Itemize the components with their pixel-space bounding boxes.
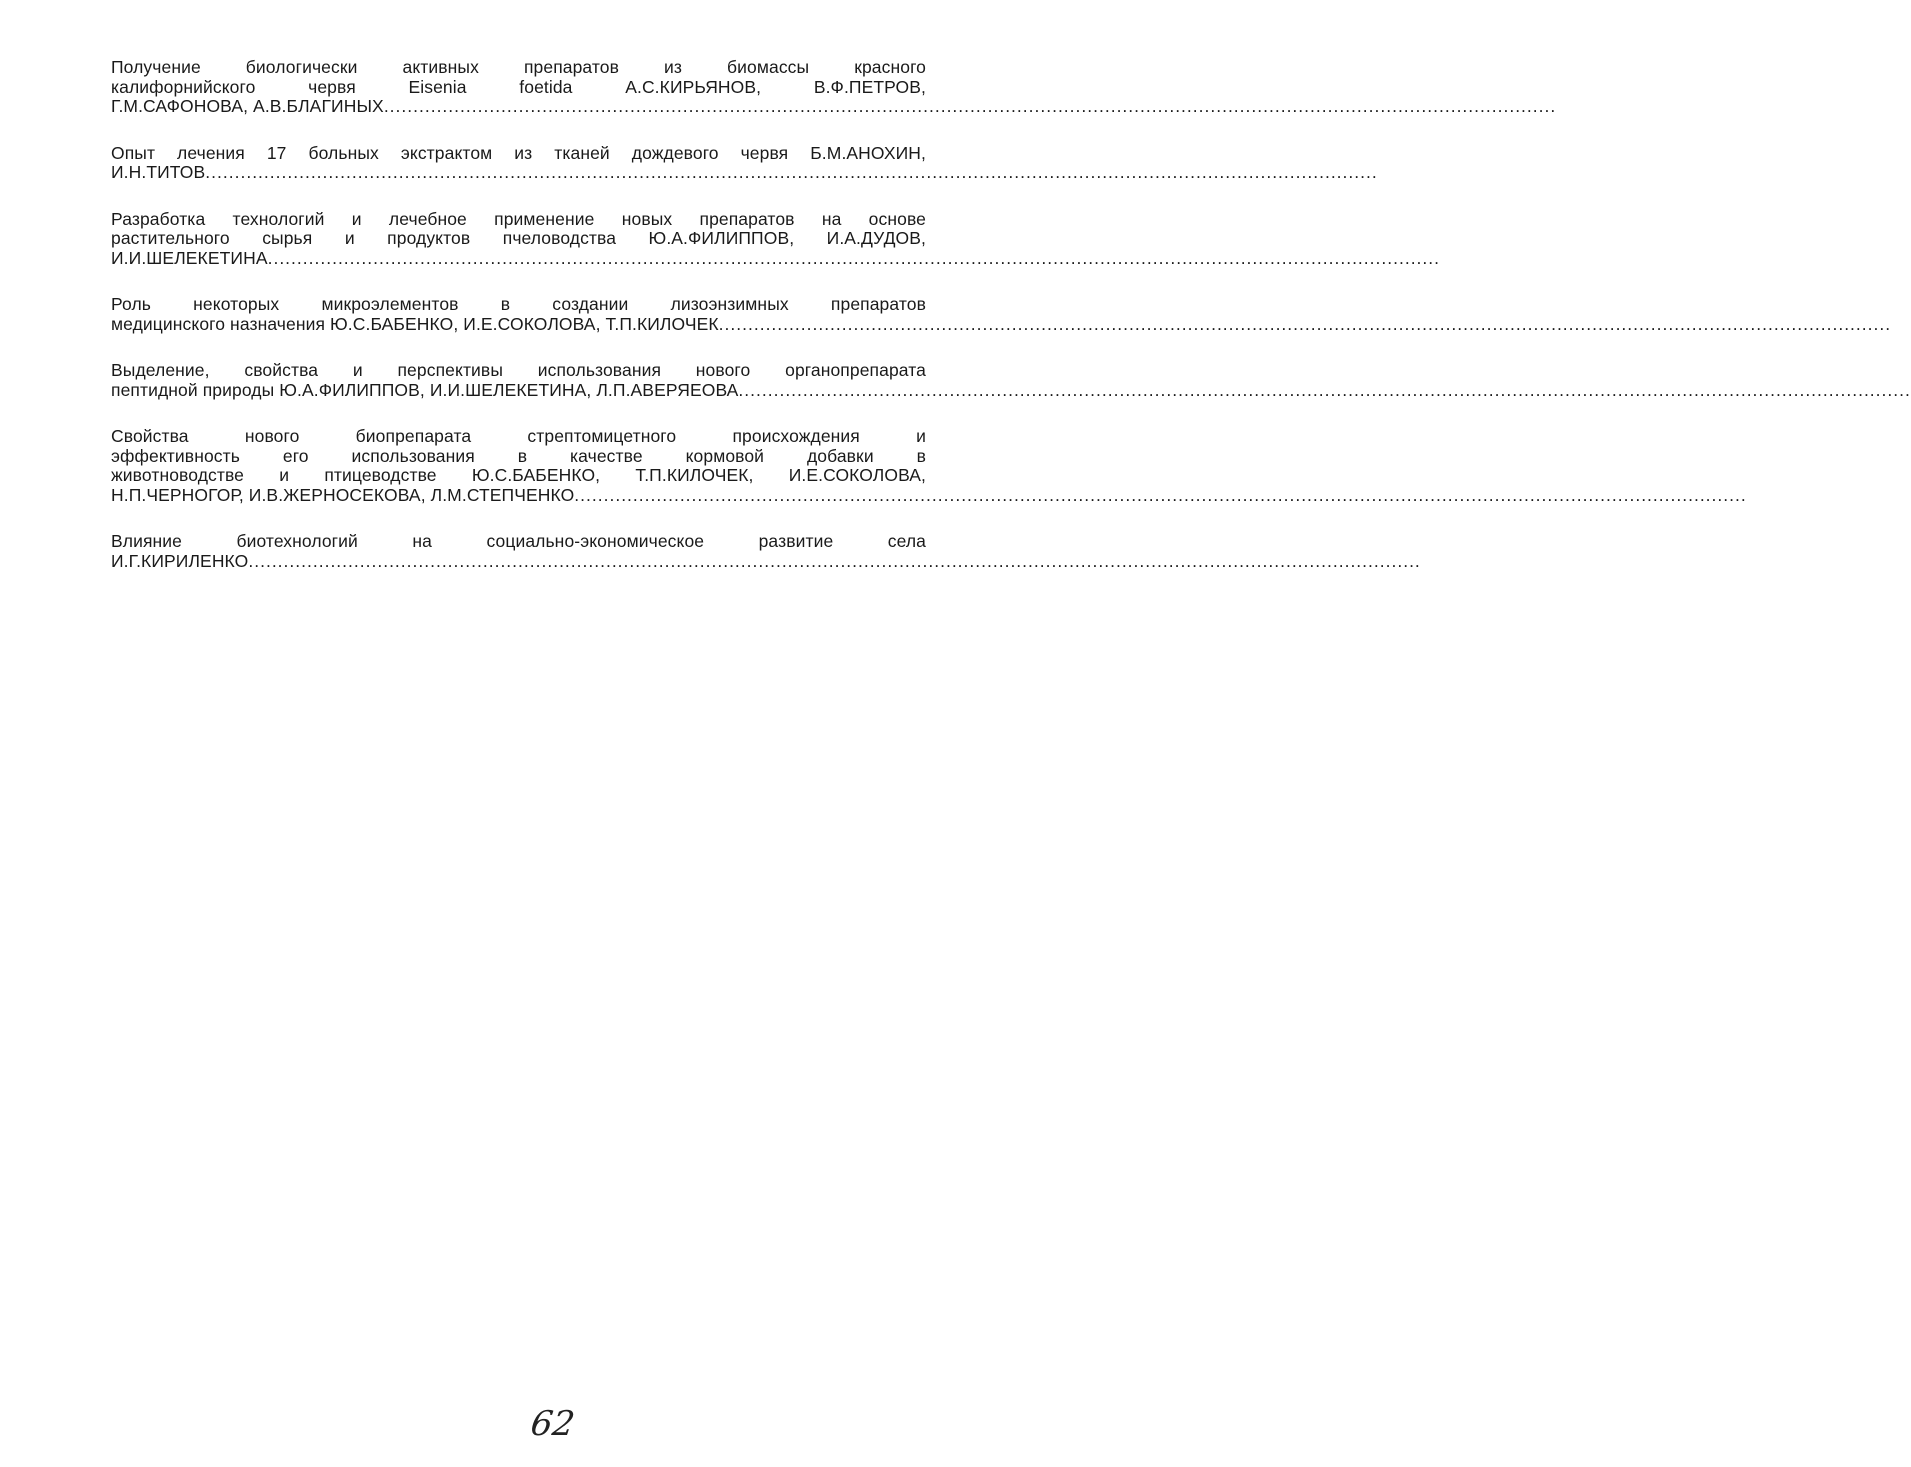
- dot-leader: ........................................................................................................................................................................................................: [738, 379, 1911, 400]
- toc-entry-authors: Н.П.ЧЕРНОГОР, И.В.ЖЕРНОСЕКОВА, Л.М.СТЕПЧЕНКО: [111, 484, 575, 505]
- toc-entry: [111, 360, 1911, 400]
- toc-entry-last-line: [111, 484, 1747, 506]
- toc-entry-last-line: [111, 162, 1378, 183]
- toc-entry-last-line: [111, 96, 1557, 117]
- toc-entry-line: Выделение, свойства и перспективы использования нового органопрепарата: [111, 360, 926, 380]
- toc-entry-line: Получение биологически активных препаратов из биомассы красного: [111, 57, 926, 77]
- toc-entry-line: Влияние биотехнологий на социально-экономическое развитие села: [111, 531, 926, 551]
- dot-leader: ........................................................................................................................................................................................................: [248, 550, 1421, 571]
- toc-entry-authors: И.Г.КИРИЛЕНКО: [111, 550, 249, 571]
- toc-entry-authors: Г.М.САФОНОВА, А.В.БЛАГИНЫХ: [111, 96, 384, 116]
- dot-leader: ........................................................................................................................................................................................................: [383, 96, 1557, 116]
- dot-leader: ........................................................................................................................................................................................................: [267, 247, 1441, 268]
- toc-entry-last-line: [111, 550, 1421, 572]
- toc-entry-line: эффективность его использования в качестве кормовой добавки в: [111, 445, 926, 466]
- toc-entry-line: Роль некоторых микроэлементов в создании лизоэнзимных препаратов: [111, 294, 926, 314]
- toc-entry-last-line: [111, 313, 1892, 335]
- dot-leader: ........................................................................................................................................................................................................: [574, 484, 1747, 505]
- toc-entry-authors: И.И.ШЕЛЕКЕТИНА: [111, 247, 268, 268]
- toc-entry-line: животноводстве и птицеводстве Ю.С.БАБЕНКО, Т.П.КИЛОЧЕК, И.Е.СОКОЛОВА,: [111, 465, 926, 485]
- dot-leader: ........................................................................................................................................................................................................: [718, 313, 1892, 334]
- dot-leader: ........................................................................................................................................................................................................: [205, 162, 1378, 182]
- toc-entry-authors: пептидной природы Ю.А.ФИЛИППОВ, И.И.ШЕЛЕКЕТИНА, Л.П.АВЕРЯЕОВА: [111, 379, 739, 400]
- toc-entry-line: Опыт лечения 17 больных экстрактом из тканей дождевого червя Б.М.АНОХИН,: [111, 142, 926, 163]
- toc-entry-last-line: [111, 379, 1911, 401]
- toc-entry: [111, 426, 1747, 505]
- toc-entry: [111, 531, 1421, 571]
- toc-entry-line: Разработка технологий и лечебное применение новых препаратов на основе: [111, 208, 926, 229]
- toc-entry-line: растительного сырья и продуктов пчеловодства Ю.А.ФИЛИППОВ, И.А.ДУДОВ,: [111, 228, 926, 248]
- handwritten-page-number: 62: [528, 1404, 578, 1444]
- toc-entry: [111, 57, 1557, 117]
- toc-entry: [111, 294, 1892, 334]
- toc-entry: [111, 142, 1378, 183]
- toc-entry-authors: медицинского назначения Ю.С.БАБЕНКО, И.Е.СОКОЛОВА, Т.П.КИЛОЧЕК: [111, 313, 719, 334]
- toc-entry-authors: И.Н.ТИТОВ: [111, 162, 206, 182]
- toc-entry-last-line: [111, 247, 1441, 269]
- table-of-contents: [111, 57, 1911, 598]
- toc-entry-line: Свойства нового биопрепарата стрептомицетного происхождения и: [111, 426, 926, 446]
- toc-entry: [111, 208, 1441, 269]
- toc-entry-line: калифорнийского червя Eisenia foetida А.С.КИРЬЯНОВ, В.Ф.ПЕТРОВ,: [111, 76, 926, 97]
